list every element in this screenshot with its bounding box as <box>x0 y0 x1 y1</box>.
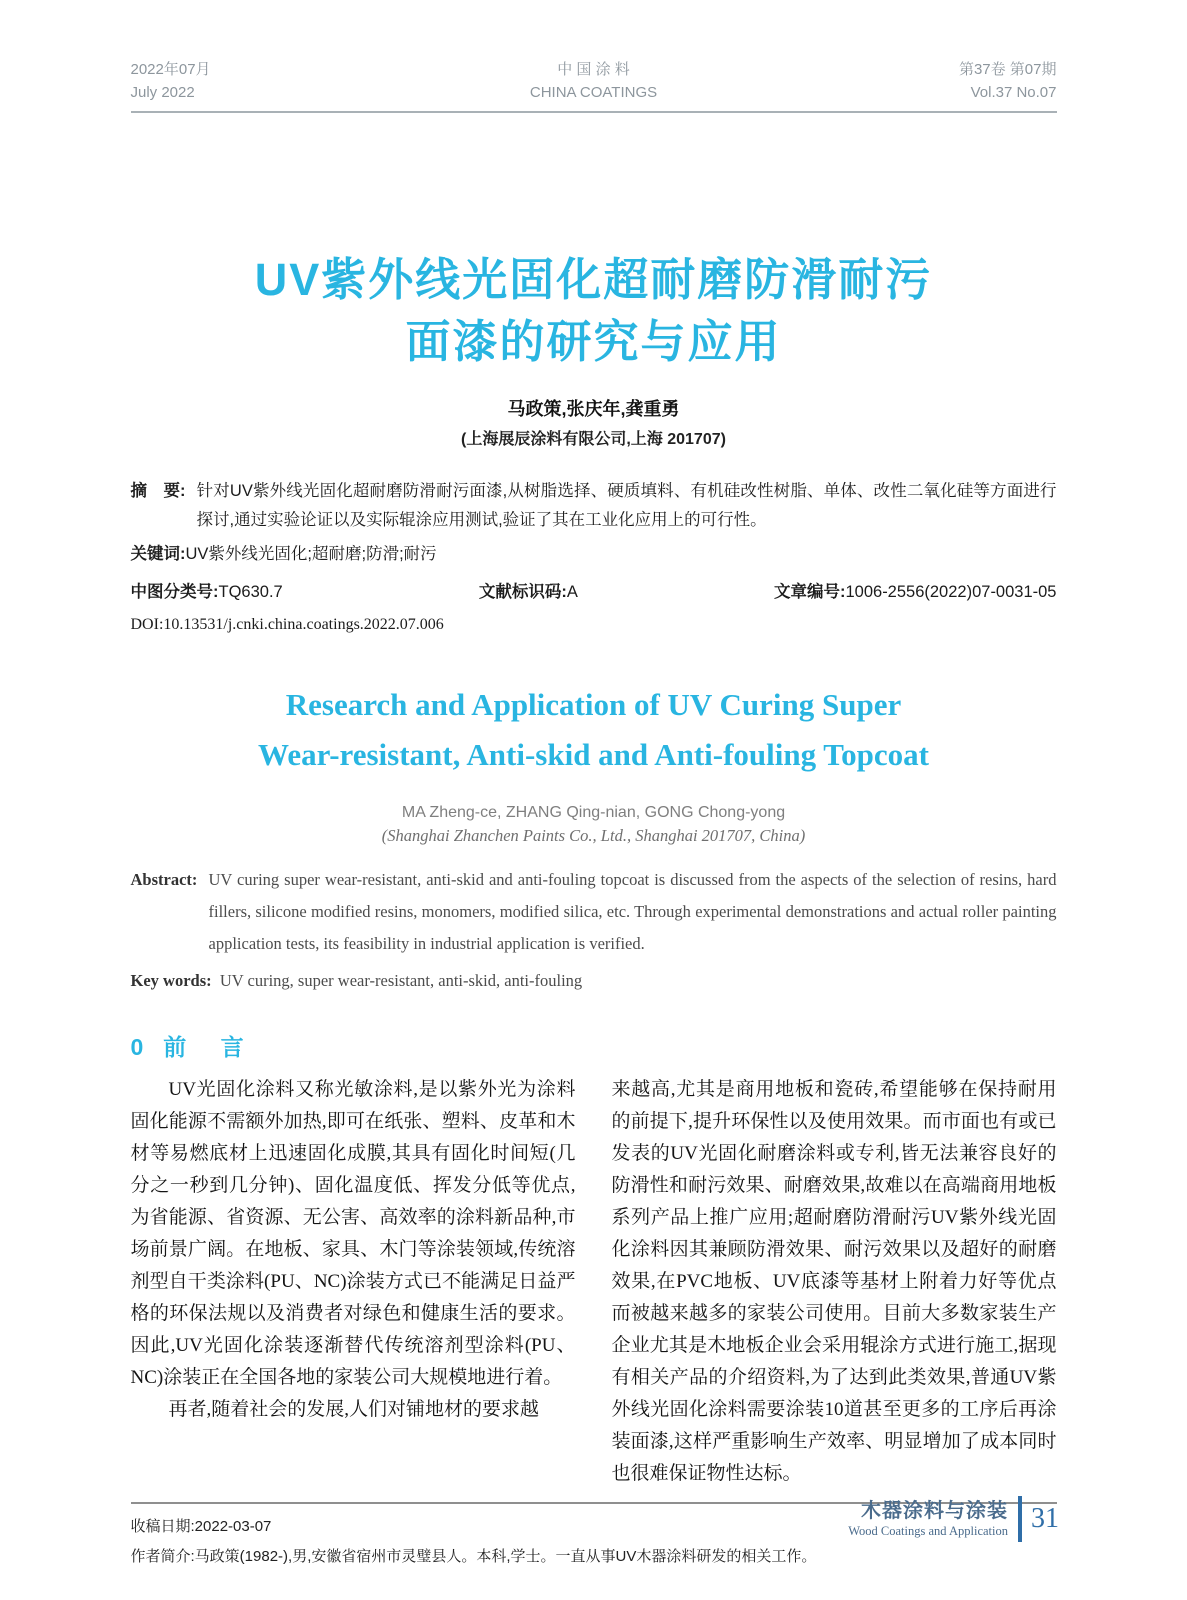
paragraph-2-continued: 来越高,尤其是商用地板和瓷砖,希望能够在保持耐用的前提下,提升环保性以及使用效果。而市面也有或已发表的UV光固化耐磨涂料或专利,皆无法兼容良好的防滑性和耐污效果、耐磨效果,故难以在高端商用地板系列产品上推广应用;超耐磨防滑耐污UV紫外线光固化涂料因其兼顾防滑效果、耐污效果以及超好的耐磨效果,在PVC地板、UV底漆等基材上附着力好等优点而被越来越多的家装公司使用。目前大多数家装生产企业尤其是木地板企业会采用辊涂方式进行施工,据现有相关产品的介绍资料,为了达到此类效果,普通UV紫外线光固化涂料需要涂装10道甚至更多的工序后再涂装面漆,这样严重影响生产效率、明显增加了成本同时也很难保证物性达标。 <box>611 1079 1057 1484</box>
page-content <box>131 0 1057 1572</box>
english-block <box>131 680 1057 996</box>
header-journal-name <box>514 58 674 104</box>
column-name-cn: 木器涂料与涂装 <box>861 1500 1008 1522</box>
keywords-cn-text: UV紫外线光固化;超耐磨;防滑;耐污 <box>185 545 437 563</box>
article-title-en-line1: Research and Application of UV Curing Super <box>285 687 902 722</box>
received-date-value: 2022-03-07 <box>194 1518 272 1535</box>
column-name-en: Wood Coatings and Application <box>848 1524 1008 1538</box>
header-issue-date <box>131 58 291 104</box>
header-volume-issue <box>897 58 1057 104</box>
article-title-cn-line2: 面漆的研究与应用 <box>405 316 782 367</box>
section-heading <box>131 1030 1057 1064</box>
abstract-en-label: Abstract: <box>130 870 198 889</box>
clc-value: TQ630.7 <box>218 583 283 601</box>
affiliation-en: (Shanghai Zhanchen Paints Co., Ltd., Shanghai 201707, China) <box>381 826 806 845</box>
article-title-cn <box>131 249 1057 373</box>
keywords-en-text: UV curing, super wear-resistant, anti-skid, anti-fouling <box>219 971 583 990</box>
classification-row <box>131 578 1057 607</box>
document-code-value: A <box>566 583 578 601</box>
page-footer <box>848 1496 1059 1542</box>
author-bio-text: 马政策(1982-),男,安徽省宿州市灵璧县人。本科,学士。一直从事UV木器涂料研发的相关工作。 <box>194 1548 817 1565</box>
abstract-cn-label: 摘 要: <box>130 482 186 500</box>
abstract-cn-text: 针对UV紫外线光固化超耐磨防滑耐污面漆,从树脂选择、硬质填料、有机硅改性树脂、单体、改性二氧化硅等方面进行探讨,通过实验论证以及实际辊涂应用测试,验证了其在工业化应用上的可行性。 <box>196 482 1057 529</box>
article-id-label: 文章编号: <box>773 583 846 601</box>
document-code-label: 文献标识码: <box>478 583 567 601</box>
received-date-label: 收稿日期: <box>130 1518 195 1535</box>
abstract-en <box>131 864 1057 960</box>
meta-block <box>131 477 1057 638</box>
volume-issue-cn: 第37卷 第07期 <box>958 61 1057 78</box>
section-title: 前 言 <box>163 1034 258 1060</box>
paragraph-2-start: 再者,随着社会的发展,人们对铺地材的要求越 <box>168 1399 540 1420</box>
two-column-text <box>131 1074 1057 1490</box>
authors-cn: 马政策,张庆年,龚重勇 <box>507 399 680 419</box>
keywords-en-label: Key words: <box>130 971 212 990</box>
article-title-en-line2: Wear-resistant, Anti-skid and Anti-fouling Topcoat <box>258 737 929 772</box>
footer-divider <box>1018 1496 1022 1542</box>
article-id-value: 1006-2556(2022)07-0031-05 <box>845 583 1057 601</box>
issue-date-en: July 2022 <box>130 84 195 101</box>
keywords-en <box>131 966 1057 996</box>
document-code <box>479 578 578 607</box>
page-number: 31 <box>1031 1503 1059 1534</box>
column-name <box>848 1499 1008 1539</box>
volume-issue-en: Vol.37 No.07 <box>970 84 1057 101</box>
section-number: 0 <box>130 1034 144 1060</box>
keywords-cn-label: 关键词: <box>130 545 186 563</box>
doi: DOI:10.13531/j.cnki.china.coatings.2022.07.006 <box>130 616 444 633</box>
article-title-en <box>131 680 1057 780</box>
abstract-en-text: UV curing super wear-resistant, anti-skid and anti-fouling topcoat is discussed from the aspects of the selection of resins, hard fillers, silicone modified resins, monomers, modified silica, etc. Through experimental demonstrations and actual roller painting application tests, its feasibility in industrial application is verified. <box>208 870 1057 953</box>
author-bio-label: 作者简介: <box>130 1548 195 1565</box>
author-bio <box>131 1542 1057 1572</box>
journal-name-en: CHINA COATINGS <box>529 84 658 101</box>
title-block <box>131 249 1057 449</box>
issue-date-cn: 2022年07月 <box>130 61 211 78</box>
clc-number <box>131 578 283 607</box>
authors-en: MA Zheng-ce, ZHANG Qing-nian, GONG Chong-yong <box>401 804 786 821</box>
column-right <box>612 1074 1057 1490</box>
clc-label: 中图分类号: <box>130 583 219 601</box>
abstract-cn <box>131 477 1057 535</box>
paragraph-1: UV光固化涂料又称光敏涂料,是以紫外光为涂料固化能源不需额外加热,即可在纸张、塑料、皮革和木材等易燃底材上迅速固化成膜,其具有固化时间短(几分之一秒到几分钟)、固化温度低、挥发分低等优点,为省能源、省资源、无公害、高效率的涂料新品种,市场前景广阔。在地板、家具、木门等涂装领域,传统溶剂型自干类涂料(PU、NC)涂装方式已不能满足日益严格的环保法规以及消费者对绿色和健康生活的要求。因此,UV光固化涂装逐渐替代传统溶剂型涂料(PU、NC)涂装正在全国各地的家装公司大规模地进行着。 <box>130 1079 576 1388</box>
column-left <box>131 1074 576 1490</box>
article-id <box>774 578 1057 607</box>
keywords-cn <box>131 540 1057 569</box>
journal-header <box>131 58 1057 113</box>
section-introduction <box>131 1030 1057 1490</box>
affiliation-cn: (上海展辰涂料有限公司,上海 201707) <box>461 431 726 448</box>
article-title-cn-line1: UV紫外线光固化超耐磨防滑耐污 <box>254 254 933 305</box>
journal-name-cn: 中 国 涂 料 <box>557 61 630 78</box>
